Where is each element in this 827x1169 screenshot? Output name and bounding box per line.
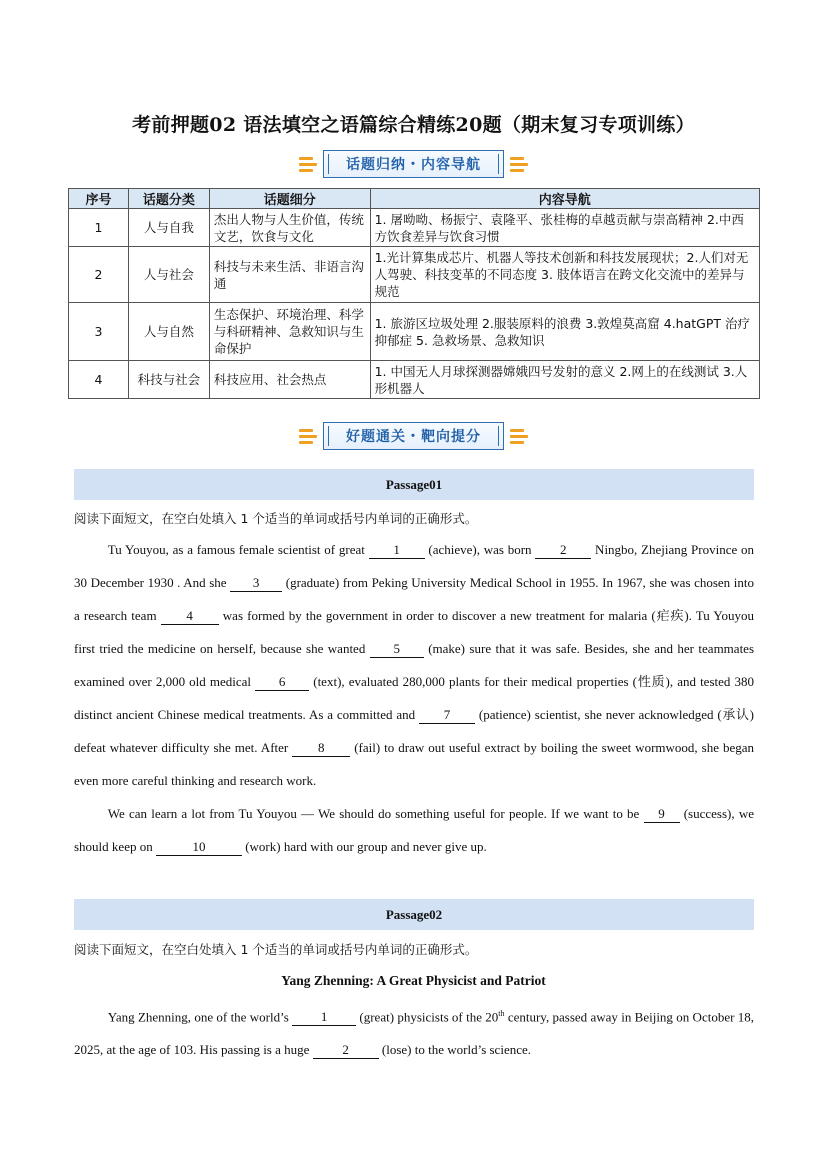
table-cell: 科技与社会 [128, 361, 209, 399]
passage-text: century, passed away in Beijing on October 18, 2025, at the age of 103. His passing is a huge [74, 1009, 754, 1058]
table-cell: 生态保护、环境治理、科学与科研精神、急救知识与生命保护 [209, 303, 370, 361]
blank-10[interactable]: 10 [156, 839, 242, 856]
passage02-paragraph [74, 997, 754, 1066]
passage01-label: Passage01 [74, 469, 754, 500]
table-header-row [69, 189, 760, 209]
blank-1[interactable]: 1 [292, 1009, 356, 1026]
table-cell: 2 [69, 247, 129, 303]
table-header-cell: 话题分类 [128, 189, 209, 209]
passage-text: was formed by the government in order to discover a new treatment for malaria (疟疾). Tu Youyou first tried the medicine on herself, because she wanted [74, 608, 754, 656]
passage01-instruction: 阅读下面短文，在空白处填入 1 个适当的单词或括号内单词的正确形式。 [74, 511, 478, 526]
practice-banner [0, 422, 827, 450]
blank-1[interactable]: 1 [369, 542, 425, 559]
passage01-paragraph [74, 797, 754, 863]
passage-text: (great) physicists of the 20 [356, 1009, 499, 1025]
blank-7[interactable]: 7 [419, 707, 475, 724]
banner-decoration-icon [299, 157, 317, 172]
table-cell: 3 [69, 303, 129, 361]
blank-9[interactable]: 9 [644, 806, 680, 823]
table-cell: 科技应用、社会热点 [209, 361, 370, 399]
superscript: th [498, 1009, 505, 1018]
banner-decoration-icon [510, 429, 528, 444]
table-header-cell: 话题细分 [209, 189, 370, 209]
passage-text: (fail) to draw out useful extract by boiling the sweet wormwood, she began even more careful thinking and research work. [74, 740, 754, 788]
passage02-instruction: 阅读下面短文，在空白处填入 1 个适当的单词或括号内单词的正确形式。 [74, 942, 478, 957]
passage01-paragraph [74, 533, 754, 797]
passage-text: (work) hard with our group and never give up. [241, 839, 487, 854]
passage-text: (patience) scientist, she never acknowledged (承认) defeat whatever difficulty she met. After [74, 707, 754, 755]
blank-2[interactable]: 2 [313, 1042, 379, 1059]
passage02-label: Passage02 [74, 899, 754, 930]
table-header-cell: 序号 [69, 189, 129, 209]
blank-4[interactable]: 4 [161, 608, 219, 625]
passage-text: (success), we should keep on [74, 806, 754, 854]
passage01-body [74, 533, 754, 863]
passage-text: (lose) to the world’s science. [378, 1042, 531, 1058]
passage-text: Yang Zhenning, one of the world’s [107, 1009, 293, 1025]
blank-5[interactable]: 5 [370, 641, 424, 658]
passage-text: (graduate) from Peking University Medical School in 1955. In 1967, she was chosen into a research team [74, 575, 754, 623]
practice-banner-label: 好题通关・靶向提分 [323, 422, 504, 450]
blank-2[interactable]: 2 [535, 542, 591, 559]
passage-text: (achieve), was born [424, 542, 536, 557]
table-row [69, 361, 760, 399]
table-row [69, 303, 760, 361]
table-cell: 杰出人物与人生价值，传统文艺，饮食与文化 [209, 209, 370, 247]
blank-3[interactable]: 3 [230, 575, 282, 592]
passage-text: (make) sure that it was safe. Besides, she and her teammates examined over 2,000 old medical [74, 641, 755, 689]
table-cell: 1. 中国无人月球探测器嫦娥四号发射的意义 2.网上的在线测试 3.人形机器人 [370, 361, 759, 399]
table-cell: 4 [69, 361, 129, 399]
table-cell: 1.光计算集成芯片、机器人等技术创新和科技发展现状；2.人们对无人驾驶、科技变革的不同态度 3. 肢体语言在跨文化交流中的差异与规范 [370, 247, 759, 303]
passage-text: Ningbo, Zhejiang Province on 30 December 1930 . And she [74, 542, 754, 590]
table-cell: 人与自然 [128, 303, 209, 361]
page-title: 考前押题02 语法填空之语篇综合精练20题（期末复习专项训练） [132, 114, 695, 136]
blank-6[interactable]: 6 [255, 674, 309, 691]
topic-banner [0, 150, 827, 178]
table-cell: 人与社会 [128, 247, 209, 303]
blank-8[interactable]: 8 [292, 740, 350, 757]
table-cell: 1. 旅游区垃圾处理 2.服装原料的浪费 3.敦煌莫高窟 4.hatGPT 治疗抑郁症 5. 急救场景、急救知识 [370, 303, 759, 361]
banner-decoration-icon [299, 429, 317, 444]
table-row [69, 209, 760, 247]
table-cell: 1 [69, 209, 129, 247]
passage02-body [74, 997, 754, 1066]
topic-banner-label: 话题归纳・内容导航 [323, 150, 504, 178]
passage-text: We can learn a lot from Tu Youyou — We should do something useful for people. If we want to be [107, 806, 644, 821]
table-cell: 1. 屠呦呦、杨振宁、袁隆平、张桂梅的卓越贡献与崇高精神 2.中西方饮食差异与饮食习惯 [370, 209, 759, 247]
topic-table [68, 188, 760, 399]
table-cell: 科技与未来生活、非语言沟通 [209, 247, 370, 303]
passage-text: (text), evaluated 280,000 plants for their medical properties (性质), and tested 380 distinct ancient Chinese medical treatments. As a committed and [74, 674, 754, 722]
passage-text: Tu Youyou, as a famous female scientist of great [107, 542, 369, 557]
table-cell: 人与自我 [128, 209, 209, 247]
passage02-heading: Yang Zhenning: A Great Physicist and Patriot [281, 973, 546, 988]
table-header-cell: 内容导航 [370, 189, 759, 209]
table-row [69, 247, 760, 303]
banner-decoration-icon [510, 157, 528, 172]
